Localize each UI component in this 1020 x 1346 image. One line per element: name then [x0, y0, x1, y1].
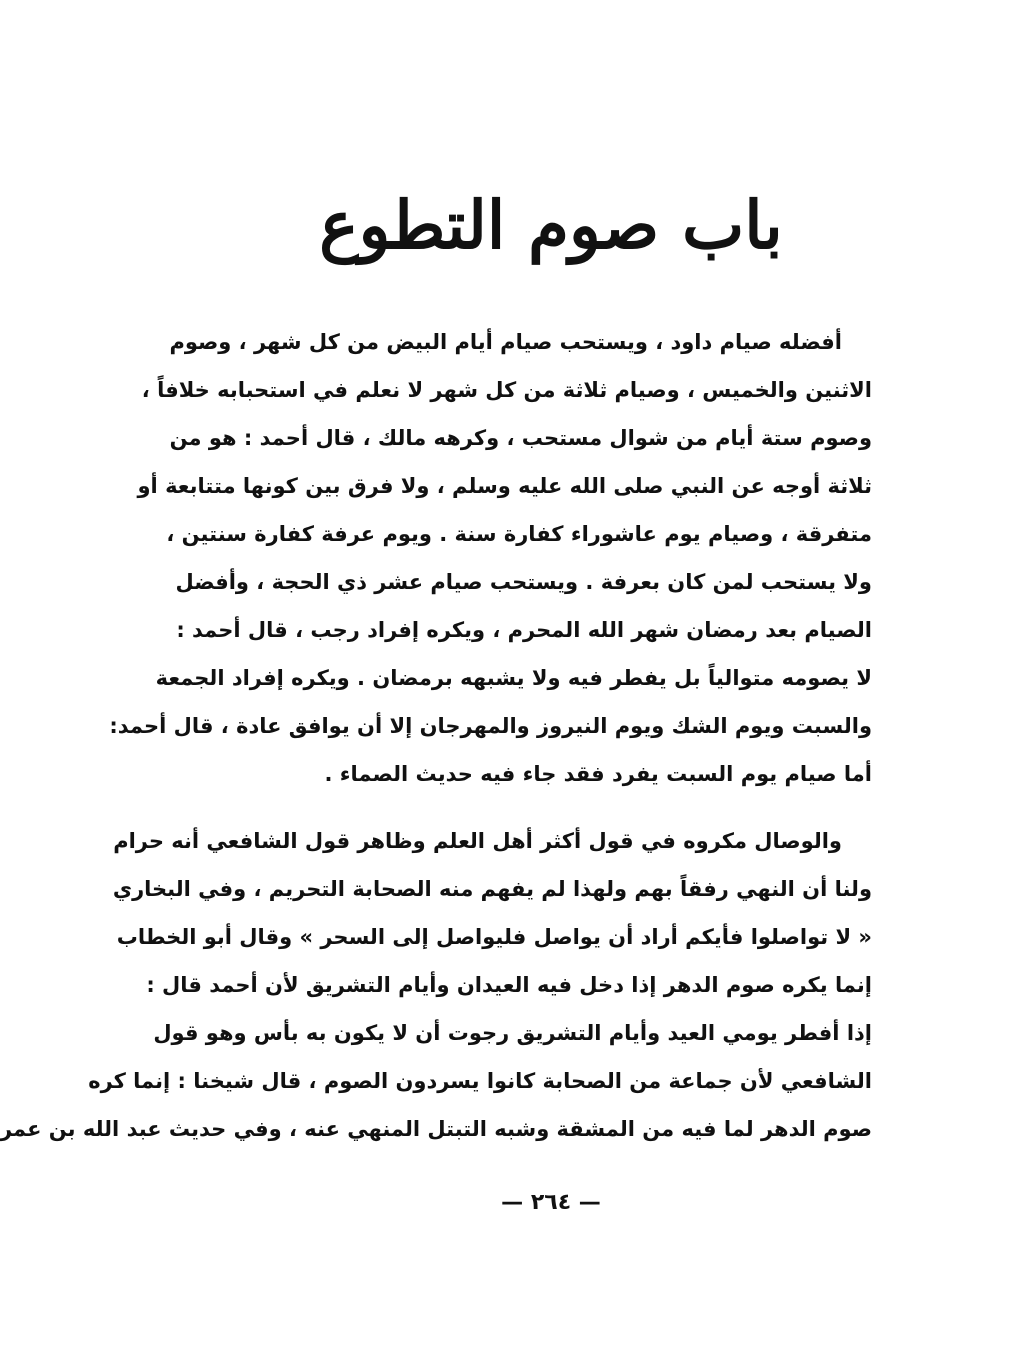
text-line: وصوم ستة أيام من شوال مستحب ، وكرهه مالك ، قال أحمد : هو من	[169, 426, 872, 450]
text-line: لا يصومه متوالياً بل يفطر فيه ولا يشبهه برمضان . ويكره إفراد الجمعة	[155, 666, 872, 690]
text-line: ثلاثة أوجه عن النبي صلى الله عليه وسلم ، ولا فرق بين كونها متتابعة أو	[137, 474, 872, 498]
text-line: الصيام بعد رمضان شهر الله المحرم ، ويكره إفراد رجب ، قال أحمد :	[176, 618, 872, 642]
text-line: ولا يستحب لمن كان بعرفة . ويستحب صيام عشر ذي الحجة ، وأفضل	[175, 570, 872, 594]
text-line: أفضله صيام داود ، ويستحب صيام أيام البيض من كل شهر ، وصوم	[169, 330, 842, 354]
text-line: الاثنين والخميس ، وصيام ثلاثة من كل شهر لا نعلم في استحبابه خلافاً ،	[141, 378, 872, 402]
text-line: إنما يكره صوم الدهر إذا دخل فيه العيدان وأيام التشريق لأن أحمد قال :	[146, 973, 872, 997]
chapter-heading-text: باب صوم التطوع	[319, 186, 783, 264]
page-number: — ٢٦٤ —	[501, 1190, 601, 1215]
paragraph-2	[0, 817, 872, 1153]
text-line: متفرقة ، وصيام يوم عاشوراء كفارة سنة . ويوم عرفة كفارة سنتين ،	[166, 522, 872, 546]
chapter-heading	[321, 150, 781, 300]
text-line: إذا أفطر يومي العيد وأيام التشريق رجوت أن لا يكون به بأس وهو قول	[153, 1021, 872, 1045]
text-line: « لا تواصلوا فأيكم أراد أن يواصل فليواصل إلى السحر » وقال أبو الخطاب	[116, 925, 872, 949]
paragraph-1	[109, 318, 872, 798]
text-line: صوم الدهر لما فيه من المشقة وشبه التبتل المنهي عنه ، وفي حديث عبد الله بن عمر	[0, 1117, 872, 1141]
text-line: والسبت ويوم الشك ويوم النيروز والمهرجان إلا أن يوافق عادة ، قال أحمد:	[109, 714, 872, 738]
text-line: الشافعي لأن جماعة من الصحابة كانوا يسردون الصوم ، قال شيخنا : إنما كره	[88, 1069, 872, 1093]
text-line: والوصال مكروه في قول أكثر أهل العلم وظاهر قول الشافعي أنه حرام	[113, 829, 842, 853]
text-line: أما صيام يوم السبت يفرد فقد جاء فيه حديث الصماء .	[324, 762, 872, 786]
text-line: ولنا أن النهي رفقاً بهم ولهذا لم يفهم منه الصحابة التحريم ، وفي البخاري	[112, 877, 872, 901]
